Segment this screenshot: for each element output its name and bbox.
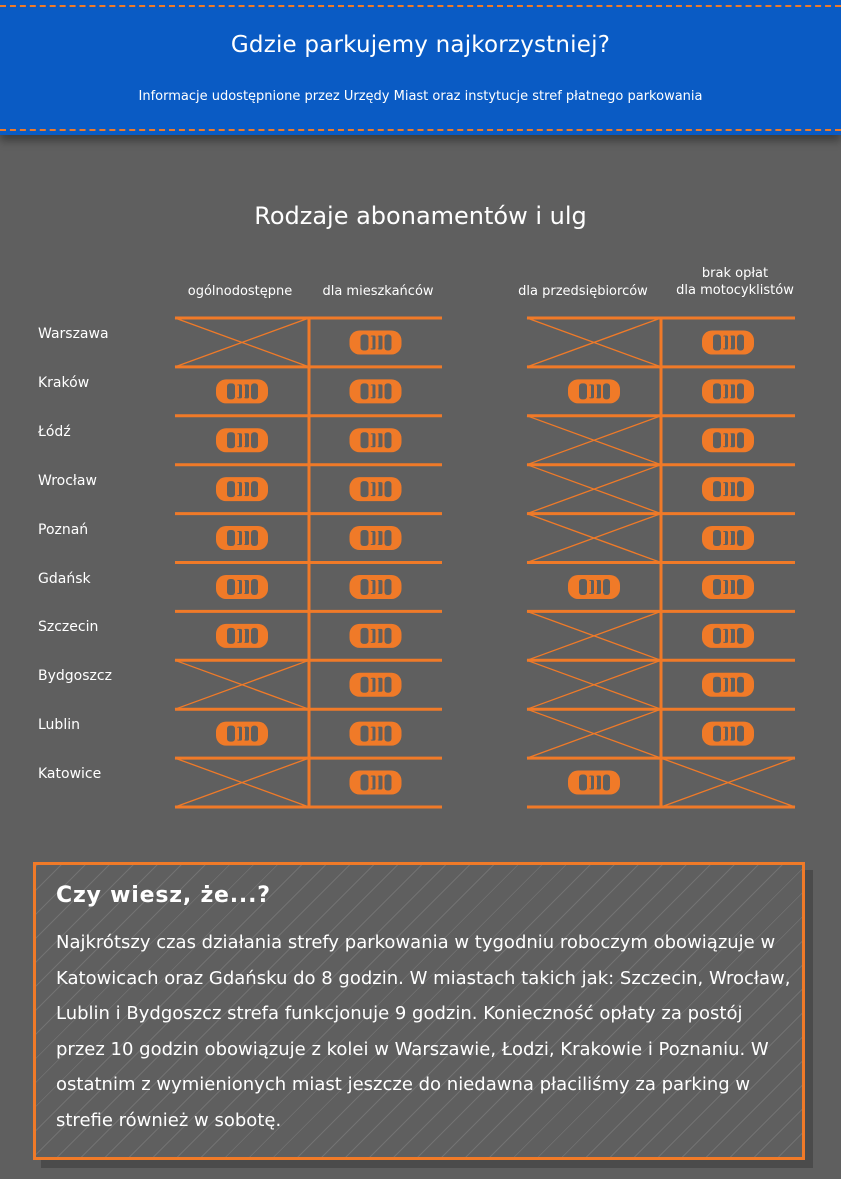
city-label: Łódź [38, 423, 71, 440]
car-icon [702, 575, 754, 599]
city-label: Bydgoszcz [38, 668, 112, 685]
car-icon [216, 379, 268, 403]
car-icon [702, 330, 754, 354]
car-icon [350, 771, 402, 795]
car-icon [350, 526, 402, 550]
car-icon [702, 477, 754, 501]
section-title: Rodzaje abonamentów i ulg [254, 202, 587, 230]
city-label: Szczecin [38, 619, 99, 636]
car-icon [350, 330, 402, 354]
car-icon [568, 575, 620, 599]
column-header-entrepreneurs: dla przedsiębiorców [518, 284, 648, 299]
car-icon [702, 673, 754, 697]
column-header-public: ogólnodostępne [187, 284, 293, 299]
car-icon [350, 428, 402, 452]
info-box [33, 862, 805, 1160]
car-icon [216, 428, 268, 452]
car-icon [216, 477, 268, 501]
car-icon [702, 428, 754, 452]
car-icon [568, 379, 620, 403]
page-title: Gdzie parkujemy najkorzystniej? [230, 32, 611, 58]
car-icon [702, 526, 754, 550]
city-label: Kraków [38, 374, 90, 391]
car-icon [216, 624, 268, 648]
car-icon [350, 477, 402, 501]
page-subtitle: Informacje udostępnione przez Urzędy Miast oraz instytucje stref płatnego parkowania [138, 89, 703, 104]
car-icon [350, 575, 402, 599]
city-label: Lublin [38, 717, 80, 734]
car-icon [350, 722, 402, 746]
city-label: Katowice [38, 766, 102, 783]
info-title: Czy wiesz, że...? [56, 883, 271, 908]
car-icon [568, 771, 620, 795]
car-icon [216, 722, 268, 746]
car-icon [350, 673, 402, 697]
city-label: Poznań [38, 521, 89, 538]
column-header-motorcyclists-line2: dla motocyklistów [676, 283, 794, 298]
column-header-residents: dla mieszkańców [322, 284, 434, 299]
city-label: Wrocław [38, 472, 97, 489]
car-icon [350, 379, 402, 403]
car-icon [702, 722, 754, 746]
car-icon [350, 624, 402, 648]
info-text: Najkrótszy czas działania strefy parkowania w tygodniu roboczym obowiązuje w Katowicach oraz Gdańsku do 8 godzin. W miastach takich jak: Szczecin, Wrocław, Lublin i Bydgoszcz strefa funkcjonuje 9 godzin. Konieczność opłaty za postój przez 10 godzin obowiązuje z kolei w Warszawie, Łodzi, Krakowie i Poznaniu. W ostatnim z wymienionych miast jeszcze do niedawna płaciliśmy za parking w strefie również w sobotę. [56, 932, 791, 1131]
city-label: Warszawa [38, 326, 109, 342]
car-icon [216, 575, 268, 599]
column-header-motorcyclists-line1: brak opłat [701, 266, 769, 281]
city-label: Gdańsk [38, 570, 91, 587]
car-icon [702, 624, 754, 648]
car-icon [702, 379, 754, 403]
car-icon [216, 526, 268, 550]
